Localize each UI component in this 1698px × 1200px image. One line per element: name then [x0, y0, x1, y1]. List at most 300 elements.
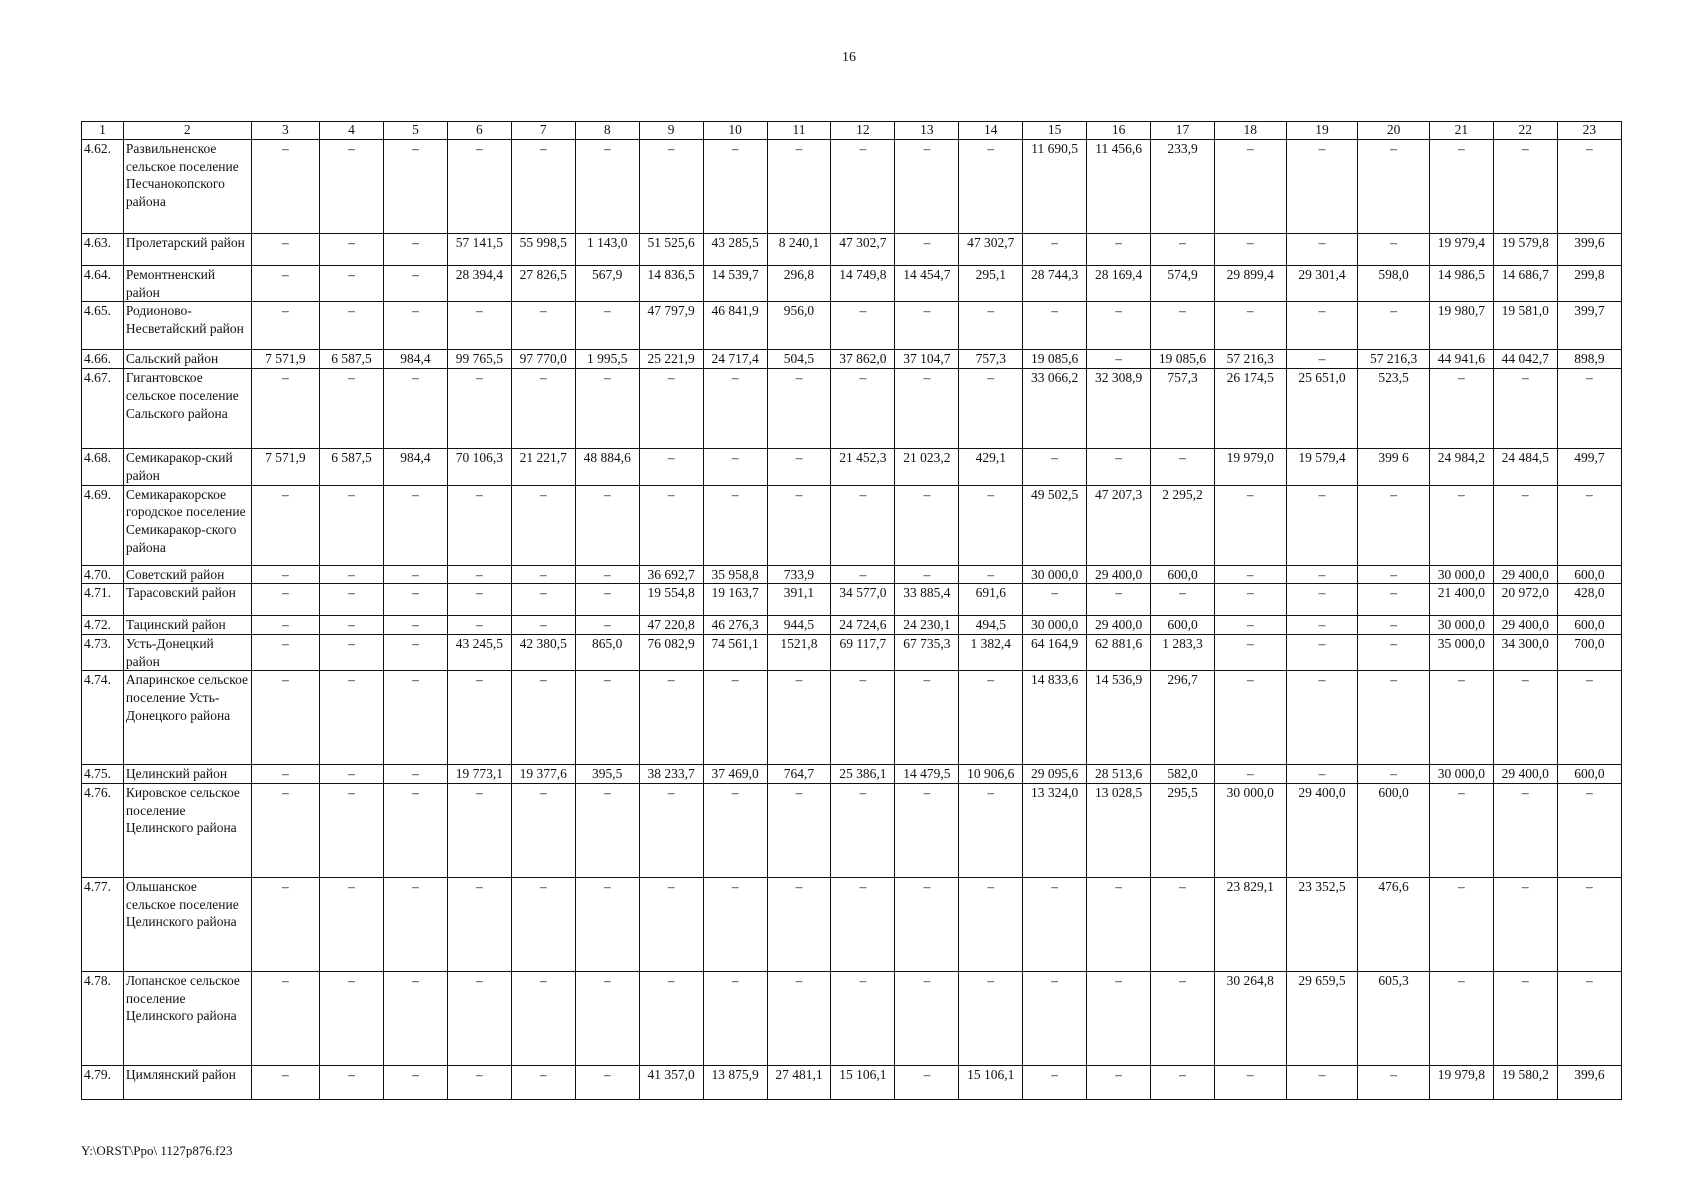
table-cell: – — [447, 369, 511, 449]
table-cell: – — [251, 616, 319, 635]
table-cell: 29 400,0 — [1087, 616, 1151, 635]
table-cell: 25 221,9 — [639, 350, 703, 369]
table-cell: – — [575, 485, 639, 565]
table-cell: 36 692,7 — [639, 565, 703, 584]
table-cell: 24 724,6 — [831, 616, 895, 635]
table-cell: 34 577,0 — [831, 584, 895, 616]
table-cell: – — [959, 140, 1023, 234]
table-cell: – — [575, 784, 639, 878]
table-cell: – — [1286, 765, 1358, 784]
table-cell: – — [384, 784, 448, 878]
table-cell: 2 295,2 — [1151, 485, 1215, 565]
row-name: Ремонтненский район — [123, 266, 251, 302]
table-row — [82, 140, 1622, 234]
table-cell: – — [384, 765, 448, 784]
row-name: Семикаракор-ский район — [123, 449, 251, 485]
table-cell: – — [1358, 485, 1430, 565]
table-cell: – — [767, 140, 831, 234]
table-cell: – — [1358, 765, 1430, 784]
table-cell: – — [703, 972, 767, 1066]
table-cell: – — [639, 369, 703, 449]
table-cell: 13 875,9 — [703, 1066, 767, 1100]
table-cell: – — [703, 878, 767, 972]
table-cell: – — [320, 565, 384, 584]
table-cell: – — [1023, 878, 1087, 972]
row-name: Пролетарский район — [123, 234, 251, 266]
table-cell: – — [1557, 140, 1621, 234]
table-cell: 14 536,9 — [1087, 671, 1151, 765]
column-number: 22 — [1493, 122, 1557, 140]
table-cell: – — [1087, 972, 1151, 1066]
table-cell: 19 979,8 — [1429, 1066, 1493, 1100]
table-cell: – — [767, 369, 831, 449]
table-cell: 605,3 — [1358, 972, 1430, 1066]
row-code: 4.62. — [82, 140, 124, 234]
table-cell: – — [895, 565, 959, 584]
table-cell: 29 400,0 — [1286, 784, 1358, 878]
table-cell: 30 000,0 — [1214, 784, 1286, 878]
table-cell: – — [251, 671, 319, 765]
table-cell: 10 906,6 — [959, 765, 1023, 784]
table-cell: – — [767, 784, 831, 878]
table-cell: – — [447, 784, 511, 878]
table-row — [82, 634, 1622, 670]
table-cell: 944,5 — [767, 616, 831, 635]
table-cell: – — [831, 671, 895, 765]
table-cell: – — [1214, 1066, 1286, 1100]
table-cell: – — [895, 1066, 959, 1100]
table-cell: 35 000,0 — [1429, 634, 1493, 670]
table-cell: 37 104,7 — [895, 350, 959, 369]
row-code: 4.69. — [82, 485, 124, 565]
column-number: 12 — [831, 122, 895, 140]
table-cell: 33 066,2 — [1023, 369, 1087, 449]
table-cell: 29 400,0 — [1493, 565, 1557, 584]
table-cell: 567,9 — [575, 266, 639, 302]
table-cell: 19 581,0 — [1493, 302, 1557, 350]
table-cell: 574,9 — [1151, 266, 1215, 302]
table-cell: 28 169,4 — [1087, 266, 1151, 302]
table-cell: – — [384, 972, 448, 1066]
table-cell: 429,1 — [959, 449, 1023, 485]
column-number: 5 — [384, 122, 448, 140]
table-cell: – — [1358, 634, 1430, 670]
table-cell: 51 525,6 — [639, 234, 703, 266]
table-cell: 43 245,5 — [447, 634, 511, 670]
table-row — [82, 1066, 1622, 1100]
table-cell: – — [959, 878, 1023, 972]
table-cell: 74 561,1 — [703, 634, 767, 670]
table-cell: – — [384, 565, 448, 584]
table-cell: 19 579,8 — [1493, 234, 1557, 266]
table-cell: – — [1151, 449, 1215, 485]
table-cell: – — [575, 616, 639, 635]
table-cell: – — [1358, 616, 1430, 635]
table-cell: – — [251, 878, 319, 972]
table-cell: 19 980,7 — [1429, 302, 1493, 350]
row-code: 4.65. — [82, 302, 124, 350]
table-cell: 295,5 — [1151, 784, 1215, 878]
table-cell: – — [251, 972, 319, 1066]
table-cell: – — [1286, 485, 1358, 565]
table-cell: 700,0 — [1557, 634, 1621, 670]
row-name: Сальский район — [123, 350, 251, 369]
row-name: Гигантовское сельское поселение Сальского района — [123, 369, 251, 449]
table-cell: 399 6 — [1358, 449, 1430, 485]
table-cell: 44 941,6 — [1429, 350, 1493, 369]
table-cell: 428,0 — [1557, 584, 1621, 616]
table-cell: – — [575, 565, 639, 584]
row-code: 4.64. — [82, 266, 124, 302]
table-cell: 11 456,6 — [1087, 140, 1151, 234]
table-cell: – — [767, 449, 831, 485]
row-name: Целинский район — [123, 765, 251, 784]
table-cell: 76 082,9 — [639, 634, 703, 670]
table-cell: – — [895, 671, 959, 765]
table-cell: – — [1087, 449, 1151, 485]
table-cell: 399,7 — [1557, 302, 1621, 350]
table-cell: – — [320, 1066, 384, 1100]
table-cell: – — [1557, 784, 1621, 878]
row-name: Усть-Донецкий район — [123, 634, 251, 670]
row-code: 4.74. — [82, 671, 124, 765]
table-cell: – — [1214, 234, 1286, 266]
table-cell: 32 308,9 — [1087, 369, 1151, 449]
table-cell: 64 164,9 — [1023, 634, 1087, 670]
table-cell: – — [703, 671, 767, 765]
table-cell: – — [831, 485, 895, 565]
table-cell: – — [320, 671, 384, 765]
table-cell: – — [320, 784, 384, 878]
table-cell: – — [251, 302, 319, 350]
table-cell: – — [320, 266, 384, 302]
table-cell: 44 042,7 — [1493, 350, 1557, 369]
table-cell: 8 240,1 — [767, 234, 831, 266]
table-cell: – — [831, 878, 895, 972]
table-row — [82, 671, 1622, 765]
column-number: 6 — [447, 122, 511, 140]
table-cell: 57 141,5 — [447, 234, 511, 266]
table-cell: 28 394,4 — [447, 266, 511, 302]
table-cell: 1 283,3 — [1151, 634, 1215, 670]
table-cell: 19 554,8 — [639, 584, 703, 616]
table-cell: – — [575, 140, 639, 234]
table-cell: 14 539,7 — [703, 266, 767, 302]
table-cell: – — [703, 784, 767, 878]
table-cell: – — [1151, 878, 1215, 972]
row-name: Развильненское сельское поселение Песчанокопского района — [123, 140, 251, 234]
table-cell: – — [639, 972, 703, 1066]
table-cell: 600,0 — [1557, 565, 1621, 584]
table-cell: 21 400,0 — [1429, 584, 1493, 616]
table-cell: – — [384, 266, 448, 302]
table-cell: – — [831, 972, 895, 1066]
table-row — [82, 972, 1622, 1066]
table-cell: 28 744,3 — [1023, 266, 1087, 302]
table-cell: – — [447, 485, 511, 565]
table-cell: 42 380,5 — [511, 634, 575, 670]
table-cell: 14 749,8 — [831, 266, 895, 302]
table-cell: – — [1087, 878, 1151, 972]
table-cell: – — [767, 972, 831, 1066]
table-cell: – — [895, 972, 959, 1066]
table-cell: – — [1493, 485, 1557, 565]
table-cell: 29 095,6 — [1023, 765, 1087, 784]
table-cell: – — [959, 369, 1023, 449]
column-number: 18 — [1214, 122, 1286, 140]
table-cell: – — [511, 140, 575, 234]
table-cell: – — [1214, 485, 1286, 565]
table-cell: – — [895, 234, 959, 266]
column-number: 13 — [895, 122, 959, 140]
table-cell: – — [1214, 584, 1286, 616]
table-cell: – — [1429, 140, 1493, 234]
table-cell: 25 651,0 — [1286, 369, 1358, 449]
table-cell: – — [1286, 302, 1358, 350]
table-cell: – — [895, 302, 959, 350]
table-cell: 14 833,6 — [1023, 671, 1087, 765]
table-cell: – — [1493, 671, 1557, 765]
table-cell: 27 826,5 — [511, 266, 575, 302]
table-cell: – — [1557, 671, 1621, 765]
table-cell: – — [384, 634, 448, 670]
table-cell: 29 899,4 — [1214, 266, 1286, 302]
table-cell: 600,0 — [1557, 765, 1621, 784]
table-cell: 600,0 — [1557, 616, 1621, 635]
table-cell: – — [1214, 765, 1286, 784]
table-cell: 598,0 — [1358, 266, 1430, 302]
table-cell: 757,3 — [959, 350, 1023, 369]
table-cell: 476,6 — [1358, 878, 1430, 972]
column-number: 7 — [511, 122, 575, 140]
table-cell: 391,1 — [767, 584, 831, 616]
table-cell: – — [1023, 449, 1087, 485]
table-cell: – — [251, 634, 319, 670]
table-cell: – — [1286, 350, 1358, 369]
table-cell: 600,0 — [1151, 565, 1215, 584]
table-cell: 29 400,0 — [1493, 616, 1557, 635]
table-cell: 233,9 — [1151, 140, 1215, 234]
row-code: 4.72. — [82, 616, 124, 635]
table-cell: – — [1286, 1066, 1358, 1100]
table-row — [82, 878, 1622, 972]
table-cell: – — [575, 878, 639, 972]
table-row — [82, 302, 1622, 350]
table-cell: 24 484,5 — [1493, 449, 1557, 485]
table-cell: – — [320, 302, 384, 350]
table-cell: – — [895, 784, 959, 878]
table-cell: – — [511, 369, 575, 449]
table-cell: – — [1358, 565, 1430, 584]
table-cell: 35 958,8 — [703, 565, 767, 584]
table-cell: 57 216,3 — [1214, 350, 1286, 369]
table-cell: – — [384, 878, 448, 972]
table-cell: 97 770,0 — [511, 350, 575, 369]
table-cell: – — [384, 234, 448, 266]
table-cell: – — [384, 671, 448, 765]
table-cell: – — [1557, 369, 1621, 449]
table-row — [82, 784, 1622, 878]
table-cell: – — [1151, 972, 1215, 1066]
table-cell: 14 479,5 — [895, 765, 959, 784]
table-cell: 21 221,7 — [511, 449, 575, 485]
table-cell: – — [1214, 616, 1286, 635]
table-cell: – — [1557, 878, 1621, 972]
table-cell: 37 469,0 — [703, 765, 767, 784]
table-cell: 26 174,5 — [1214, 369, 1286, 449]
table-cell: – — [1557, 485, 1621, 565]
row-name: Семикаракорское городское поселение Семикаракор-ского района — [123, 485, 251, 565]
table-cell: – — [251, 565, 319, 584]
row-name: Лопанское сельское поселение Целинского района — [123, 972, 251, 1066]
table-cell: – — [1358, 234, 1430, 266]
table-cell: – — [1493, 140, 1557, 234]
table-cell: – — [1286, 671, 1358, 765]
table-cell: 23 829,1 — [1214, 878, 1286, 972]
table-cell: 19 085,6 — [1151, 350, 1215, 369]
table-cell: – — [1023, 972, 1087, 1066]
table-cell: – — [251, 584, 319, 616]
table-cell: 15 106,1 — [831, 1066, 895, 1100]
table-cell: 47 797,9 — [639, 302, 703, 350]
table-cell: 20 972,0 — [1493, 584, 1557, 616]
row-code: 4.79. — [82, 1066, 124, 1100]
table-cell: – — [447, 302, 511, 350]
table-cell: 7 571,9 — [251, 350, 319, 369]
table-cell: 1 143,0 — [575, 234, 639, 266]
table-cell: – — [1493, 972, 1557, 1066]
table-cell: 11 690,5 — [1023, 140, 1087, 234]
column-number: 3 — [251, 122, 319, 140]
table-cell: 600,0 — [1358, 784, 1430, 878]
table-cell: 757,3 — [1151, 369, 1215, 449]
table-cell: – — [1087, 234, 1151, 266]
table-cell: – — [511, 485, 575, 565]
table-cell: – — [320, 140, 384, 234]
table-cell: – — [384, 485, 448, 565]
table-cell: – — [959, 671, 1023, 765]
column-number: 1 — [82, 122, 124, 140]
table-cell: 43 285,5 — [703, 234, 767, 266]
table-cell: – — [1429, 878, 1493, 972]
table-cell: 57 216,3 — [1358, 350, 1430, 369]
table-cell: 21 023,2 — [895, 449, 959, 485]
column-number: 15 — [1023, 122, 1087, 140]
table-cell: 67 735,3 — [895, 634, 959, 670]
row-name: Кировское сельское поселение Целинского района — [123, 784, 251, 878]
table-cell: 30 000,0 — [1429, 616, 1493, 635]
table-cell: – — [447, 584, 511, 616]
table-cell: – — [1214, 140, 1286, 234]
table-cell: – — [895, 140, 959, 234]
table-row — [82, 234, 1622, 266]
table-cell: – — [1429, 784, 1493, 878]
table-cell: 733,9 — [767, 565, 831, 584]
table-cell: 28 513,6 — [1087, 765, 1151, 784]
table-cell: – — [384, 302, 448, 350]
table-cell: – — [1286, 565, 1358, 584]
table-cell: – — [767, 485, 831, 565]
table-cell: – — [1087, 350, 1151, 369]
table-cell: – — [320, 234, 384, 266]
table-cell: – — [1151, 584, 1215, 616]
table-cell: 47 302,7 — [959, 234, 1023, 266]
table-cell: 14 836,5 — [639, 266, 703, 302]
table-cell: – — [767, 671, 831, 765]
table-cell: – — [1429, 671, 1493, 765]
table-cell: – — [575, 1066, 639, 1100]
table-cell: 47 207,3 — [1087, 485, 1151, 565]
table-cell: 33 885,4 — [895, 584, 959, 616]
table-cell: – — [447, 565, 511, 584]
row-name: Тацинский район — [123, 616, 251, 635]
table-cell: – — [575, 972, 639, 1066]
table-cell: 499,7 — [1557, 449, 1621, 485]
table-cell: – — [1493, 369, 1557, 449]
table-cell: 13 028,5 — [1087, 784, 1151, 878]
table-cell: 19 579,4 — [1286, 449, 1358, 485]
column-number: 20 — [1358, 122, 1430, 140]
table-row — [82, 369, 1622, 449]
table-cell: – — [1429, 485, 1493, 565]
table-cell: 296,7 — [1151, 671, 1215, 765]
table-cell: – — [384, 369, 448, 449]
table-cell: 47 302,7 — [831, 234, 895, 266]
table-cell: 29 659,5 — [1286, 972, 1358, 1066]
table-cell: – — [1286, 584, 1358, 616]
table-cell: 46 841,9 — [703, 302, 767, 350]
table-cell: – — [251, 266, 319, 302]
table-cell: – — [703, 369, 767, 449]
table-cell: 6 587,5 — [320, 350, 384, 369]
table-cell: – — [511, 878, 575, 972]
table-cell: 19 979,0 — [1214, 449, 1286, 485]
table-cell: 69 117,7 — [831, 634, 895, 670]
table-cell: – — [447, 616, 511, 635]
table-cell: – — [511, 616, 575, 635]
table-cell: 37 862,0 — [831, 350, 895, 369]
row-code: 4.77. — [82, 878, 124, 972]
table-cell: – — [831, 140, 895, 234]
table-cell: 27 481,1 — [767, 1066, 831, 1100]
table-cell: 764,7 — [767, 765, 831, 784]
table-cell: 19 377,6 — [511, 765, 575, 784]
table-cell: 984,4 — [384, 449, 448, 485]
table-cell: – — [251, 485, 319, 565]
table-cell: – — [384, 584, 448, 616]
table-cell: – — [1087, 302, 1151, 350]
table-cell: – — [1151, 234, 1215, 266]
row-code: 4.63. — [82, 234, 124, 266]
table-cell: – — [1214, 302, 1286, 350]
table-cell: 865,0 — [575, 634, 639, 670]
table-cell: 24 984,2 — [1429, 449, 1493, 485]
table-cell: 7 571,9 — [251, 449, 319, 485]
table-cell: 14 686,7 — [1493, 266, 1557, 302]
column-number: 17 — [1151, 122, 1215, 140]
table-cell: 21 452,3 — [831, 449, 895, 485]
table-cell: – — [447, 1066, 511, 1100]
table-cell: – — [1358, 671, 1430, 765]
table-cell: – — [251, 1066, 319, 1100]
table-cell: – — [1358, 302, 1430, 350]
table-cell: – — [1151, 1066, 1215, 1100]
table-cell: – — [384, 1066, 448, 1100]
table-cell: 30 000,0 — [1429, 565, 1493, 584]
table-row — [82, 266, 1622, 302]
table-cell: – — [511, 565, 575, 584]
table-cell: – — [1358, 1066, 1430, 1100]
